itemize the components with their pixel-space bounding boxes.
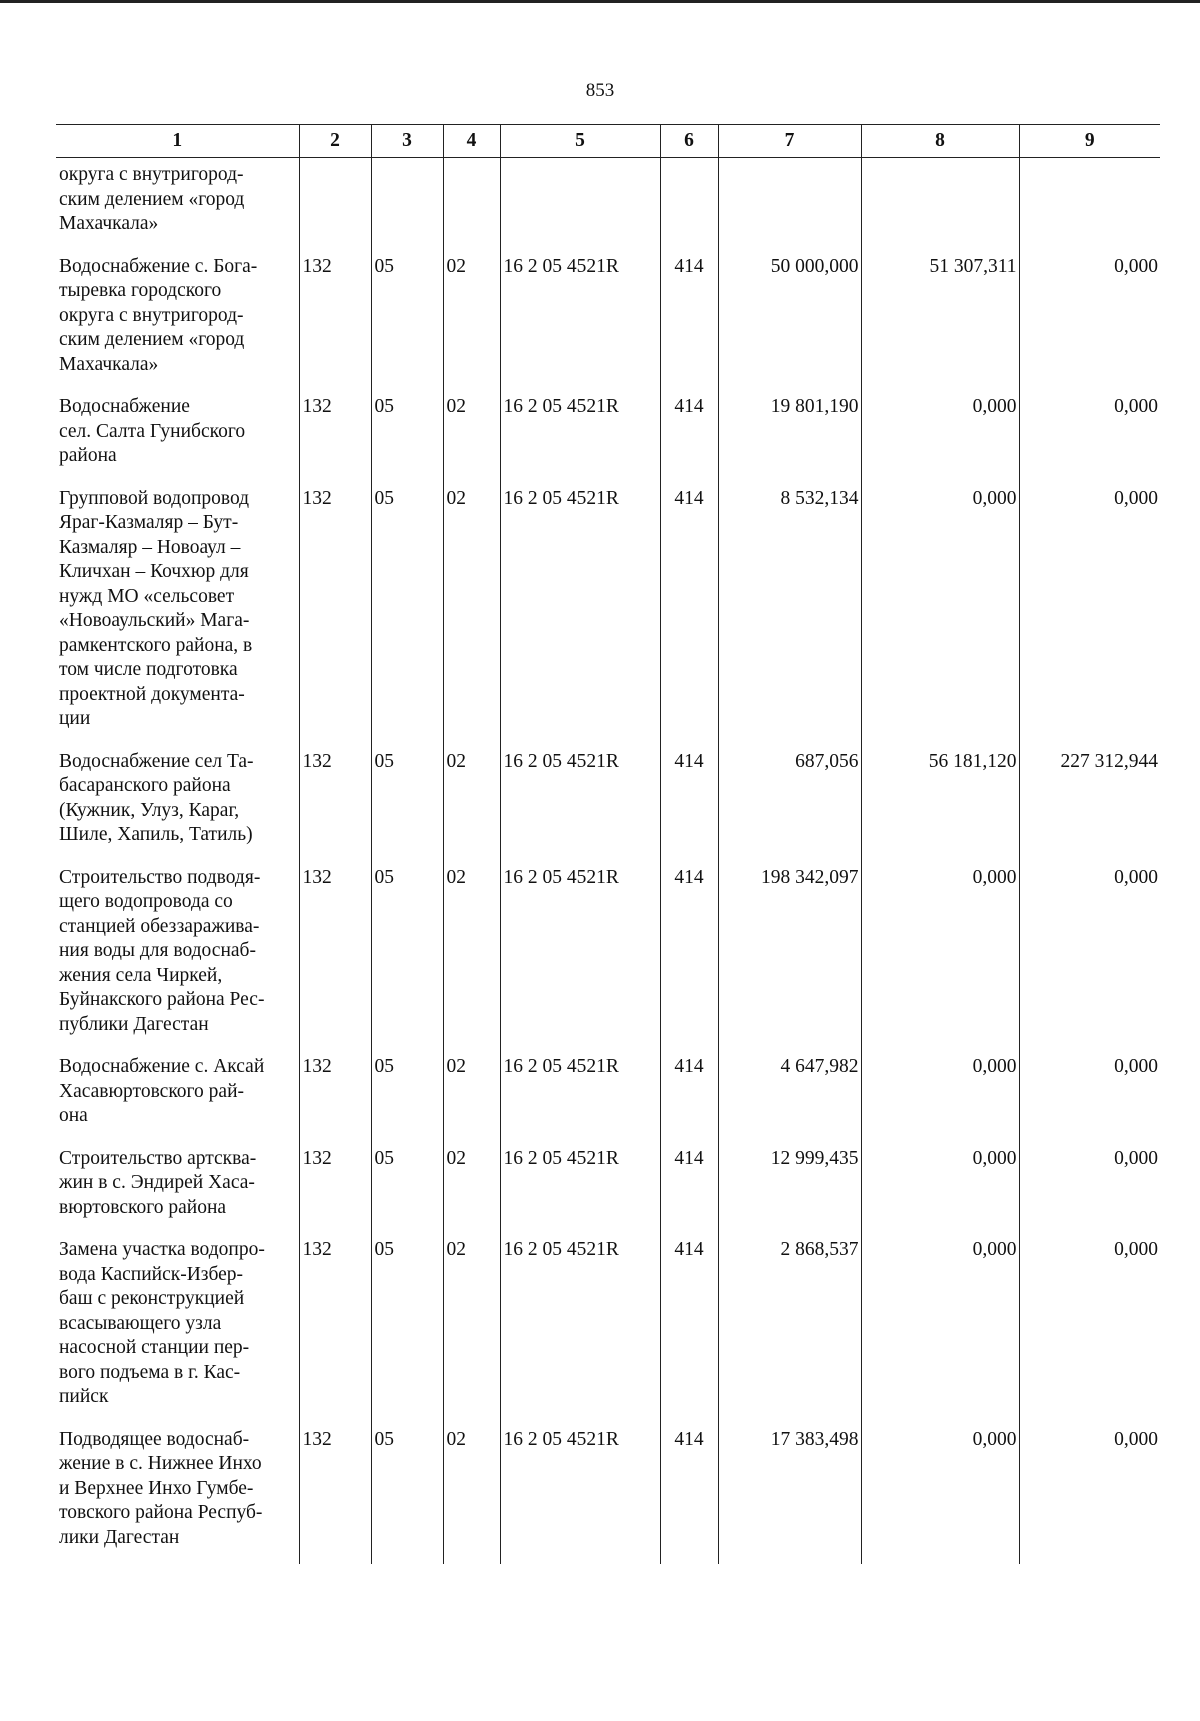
col-header-8: 8 [861, 125, 1019, 158]
code-2-cell: 132 [299, 744, 371, 860]
amount-8-cell: 0,000 [861, 1422, 1019, 1565]
code-2-cell: 132 [299, 389, 371, 481]
code-4-cell: 02 [443, 1049, 500, 1141]
amount-7-cell: 19 801,190 [718, 389, 861, 481]
table-row [56, 249, 1160, 390]
code-4-cell [443, 158, 500, 249]
amount-7-cell: 198 342,097 [718, 860, 861, 1050]
target-code-cell [500, 158, 660, 249]
table-row [56, 744, 1160, 860]
table-row [56, 1422, 1160, 1565]
type-code-cell: 414 [660, 744, 718, 860]
code-2-cell: 132 [299, 860, 371, 1050]
type-code-cell: 414 [660, 860, 718, 1050]
header-row [56, 125, 1160, 158]
target-code-cell: 16 2 05 4521R [500, 389, 660, 481]
target-code-cell: 16 2 05 4521R [500, 249, 660, 390]
code-2-cell: 132 [299, 1232, 371, 1422]
code-2-cell: 132 [299, 1141, 371, 1233]
top-border-line [0, 0, 1200, 3]
code-2-cell: 132 [299, 249, 371, 390]
code-4-cell: 02 [443, 389, 500, 481]
col-header-6: 6 [660, 125, 718, 158]
col-header-5: 5 [500, 125, 660, 158]
budget-table [56, 124, 1160, 1564]
amount-8-cell: 56 181,120 [861, 744, 1019, 860]
code-3-cell: 05 [371, 249, 443, 390]
code-3-cell: 05 [371, 1049, 443, 1141]
amount-8-cell: 51 307,311 [861, 249, 1019, 390]
code-3-cell: 05 [371, 1141, 443, 1233]
page-number: 853 [585, 80, 615, 101]
amount-9-cell: 0,000 [1019, 860, 1160, 1050]
code-4-cell: 02 [443, 860, 500, 1050]
code-4-cell: 02 [443, 1141, 500, 1233]
col-header-3: 3 [371, 125, 443, 158]
table-row [56, 1049, 1160, 1141]
col-header-4: 4 [443, 125, 500, 158]
amount-8-cell: 0,000 [861, 481, 1019, 744]
code-2-cell [299, 158, 371, 249]
amount-7-cell [718, 158, 861, 249]
code-3-cell: 05 [371, 389, 443, 481]
amount-7-cell: 50 000,000 [718, 249, 861, 390]
table-row [56, 1232, 1160, 1422]
object-name-cell: Строительство подводя- щего водопровода со станцией обеззаражива- ния воды для водоснаб- жения села Чиркей, Буйнакского района Рес- публики Дагестан [59, 866, 265, 1035]
type-code-cell: 414 [660, 1141, 718, 1233]
code-3-cell: 05 [371, 481, 443, 744]
code-3-cell: 05 [371, 1422, 443, 1565]
object-name-cell: Водоснабжение с. Аксай Хасавюртовского рай- она [59, 1056, 265, 1126]
object-name-cell: Замена участка водопро- вода Каспийск-Избер- баш с реконструкцией всасывающего узла насосной станции пер- вого подъема в г. Кас- пийск [59, 1239, 265, 1407]
col-header-7: 7 [718, 125, 861, 158]
target-code-cell: 16 2 05 4521R [500, 1232, 660, 1422]
amount-9-cell: 0,000 [1019, 1422, 1160, 1565]
amount-7-cell: 4 647,982 [718, 1049, 861, 1141]
col-header-2: 2 [299, 125, 371, 158]
type-code-cell: 414 [660, 1049, 718, 1141]
amount-8-cell: 0,000 [861, 860, 1019, 1050]
table-row [56, 389, 1160, 481]
col-header-9: 9 [1019, 125, 1160, 158]
amount-8-cell: 0,000 [861, 1141, 1019, 1233]
amount-7-cell: 12 999,435 [718, 1141, 861, 1233]
target-code-cell: 16 2 05 4521R [500, 1422, 660, 1565]
table-row [56, 158, 1160, 249]
code-2-cell: 132 [299, 481, 371, 744]
code-3-cell: 05 [371, 860, 443, 1050]
amount-9-cell: 0,000 [1019, 1232, 1160, 1422]
code-4-cell: 02 [443, 249, 500, 390]
amount-9-cell: 0,000 [1019, 1141, 1160, 1233]
amount-8-cell: 0,000 [861, 389, 1019, 481]
table-row [56, 1141, 1160, 1233]
amount-9-cell: 227 312,944 [1019, 744, 1160, 860]
object-name-cell: Групповой водопровод Яраг-Казмаляр – Бут- Казмаляр – Новоаул – Кличхан – Кочхюр для нужд МО «сельсовет «Новоаульский» Мага- рамкентского района, в том числе подготовка проектной документа- ции [59, 487, 253, 729]
type-code-cell: 414 [660, 1232, 718, 1422]
type-code-cell: 414 [660, 249, 718, 390]
type-code-cell [660, 158, 718, 249]
code-2-cell: 132 [299, 1049, 371, 1141]
amount-8-cell: 0,000 [861, 1232, 1019, 1422]
amount-7-cell: 687,056 [718, 744, 861, 860]
type-code-cell: 414 [660, 1422, 718, 1565]
amount-9-cell: 0,000 [1019, 481, 1160, 744]
target-code-cell: 16 2 05 4521R [500, 481, 660, 744]
object-name-cell: Водоснабжение сел Та- басаранского района (Кужник, Улуз, Караг, Шиле, Хапиль, Татиль) [59, 750, 254, 845]
amount-8-cell: 0,000 [861, 1049, 1019, 1141]
code-3-cell [371, 158, 443, 249]
object-name-cell: Водоснабжение сел. Салта Гунибского района [59, 396, 246, 466]
code-3-cell: 05 [371, 744, 443, 860]
amount-9-cell: 0,000 [1019, 389, 1160, 481]
object-name-cell: Подводящее водоснаб- жение в с. Нижнее Инхо и Верхнее Инхо Гумбе- товского района Респуб- лики Дагестан [59, 1428, 263, 1548]
amount-9-cell [1019, 158, 1160, 249]
code-4-cell: 02 [443, 481, 500, 744]
target-code-cell: 16 2 05 4521R [500, 1049, 660, 1141]
table-row [56, 860, 1160, 1050]
amount-7-cell: 17 383,498 [718, 1422, 861, 1565]
amount-8-cell [861, 158, 1019, 249]
target-code-cell: 16 2 05 4521R [500, 744, 660, 860]
amount-9-cell: 0,000 [1019, 249, 1160, 390]
type-code-cell: 414 [660, 481, 718, 744]
amount-9-cell: 0,000 [1019, 1049, 1160, 1141]
type-code-cell: 414 [660, 389, 718, 481]
target-code-cell: 16 2 05 4521R [500, 860, 660, 1050]
object-name-cell: округа с внутригород- ским делением «город Махачкала» [59, 164, 245, 234]
code-4-cell: 02 [443, 1232, 500, 1422]
table-row [56, 481, 1160, 744]
code-2-cell: 132 [299, 1422, 371, 1565]
code-4-cell: 02 [443, 1422, 500, 1565]
object-name-cell: Водоснабжение с. Бога- тыревка городского округа с внутригород- ским делением «город Махачкала» [59, 255, 258, 375]
code-4-cell: 02 [443, 744, 500, 860]
object-name-cell: Строительство артсква- жин в с. Эндирей Хаса- вюртовского района [59, 1147, 257, 1218]
col-header-1: 1 [56, 125, 299, 158]
amount-7-cell: 8 532,134 [718, 481, 861, 744]
target-code-cell: 16 2 05 4521R [500, 1141, 660, 1233]
amount-7-cell: 2 868,537 [718, 1232, 861, 1422]
code-3-cell: 05 [371, 1232, 443, 1422]
